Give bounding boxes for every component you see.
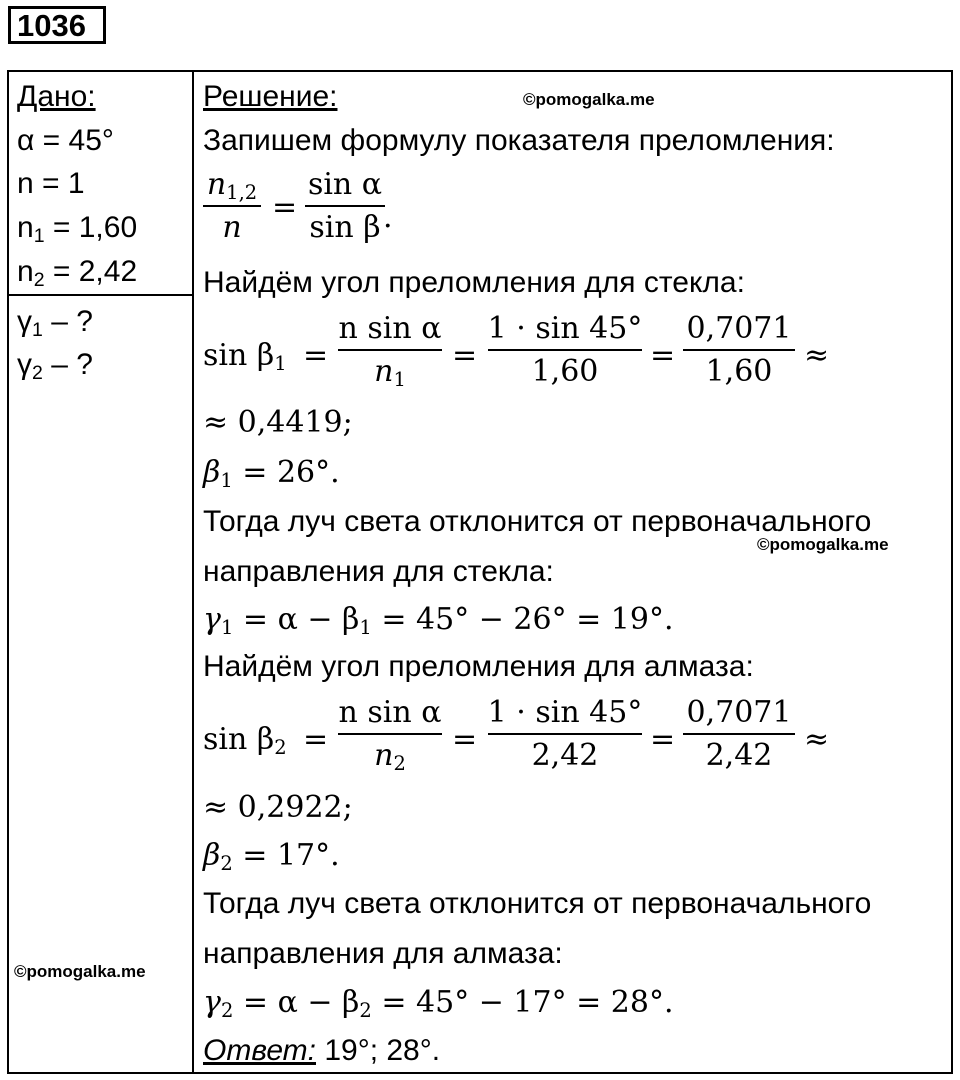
table-divider-vertical (192, 70, 194, 1074)
fraction-bar (488, 349, 642, 351)
fraction-07071: 0,7071 (686, 311, 792, 346)
solution-line-diamond: Найдём угол преломления для алмаза: (203, 650, 754, 683)
equals-sign: = (650, 722, 676, 757)
fraction-nsina-n2 (338, 696, 442, 773)
given-n1-value: = 1,60 (44, 211, 138, 244)
approx-value-diamond: ≈ 0,2922; (203, 790, 353, 825)
fraction-242: 2,42 (531, 738, 599, 773)
given-n: n = 1 (17, 167, 85, 200)
find-gamma1 (17, 305, 93, 339)
fraction-sinb: sin β (309, 210, 381, 245)
fraction-n1: $n_1$ (374, 354, 406, 391)
find-gamma2 (17, 348, 93, 382)
fraction-nsina-n1 (338, 312, 442, 389)
find-gamma1-sub: 1 (32, 318, 43, 341)
table-divider-given (7, 294, 194, 296)
find-gamma1-base: γ (17, 305, 32, 338)
fraction-07071: 0,7071 (686, 695, 792, 730)
deviation-glass-line2: направления для стекла: (203, 555, 554, 588)
beta2-result: $\beta_2 = 17^\circ$. (203, 838, 340, 875)
approx-sign: ≈ (804, 722, 830, 757)
equals-sign: = (272, 190, 298, 225)
fraction-bar (683, 349, 795, 351)
fraction-sina: sin α (307, 167, 383, 202)
given-n2-base: n (17, 255, 34, 288)
given-n1 (17, 211, 137, 245)
given-n2 (17, 255, 137, 289)
given-n1-base: n (17, 211, 34, 244)
sin-beta1: $\sin \beta_1$ (203, 338, 287, 375)
fraction-n12-num: $n_{1,2}$ (206, 167, 258, 204)
watermark-left: ©pomogalka.me (14, 962, 146, 981)
solution-header: Решение: (203, 80, 338, 113)
gamma1-result: $\gamma_1 = \alpha - \beta_1 = 45^\circ - 26^\circ = 19^\circ$. (203, 602, 674, 639)
given-n2-sub: 2 (33, 268, 45, 291)
fraction-n-den: n (222, 210, 242, 245)
fraction-bar (338, 349, 442, 351)
answer-line (203, 1034, 440, 1068)
fraction-07071-242 (683, 696, 795, 773)
fraction-sina-over-sinb (305, 168, 385, 245)
fraction-160: 1,60 (531, 354, 599, 389)
equals-sign: = (452, 722, 478, 757)
problem-number: 1036 (17, 8, 86, 43)
fraction-1sin45-160 (488, 312, 642, 389)
given-n1-sub: 1 (33, 224, 45, 247)
find-gamma2-rest: – ? (42, 348, 93, 381)
fraction-n2: $n_2$ (374, 738, 406, 775)
given-alpha: α = 45° (17, 124, 114, 157)
sin-beta2: $\sin \beta_2$ (203, 722, 287, 759)
watermark-top: ©pomogalka.me (523, 90, 655, 109)
fraction-nsina: n sin α (338, 695, 442, 730)
fraction-bar (338, 733, 442, 735)
equals-sign: = (303, 338, 329, 373)
deviation-diamond-line1: Тогда луч света отклонится от первоначального (203, 887, 872, 920)
approx-value-glass: ≈ 0,4419; (203, 405, 353, 440)
beta1-result: $\beta_1 = 26^\circ$. (203, 455, 340, 492)
answer-value: 19°; 28°. (316, 1034, 441, 1067)
solution-line-glass: Найдём угол преломления для стекла: (203, 266, 745, 299)
given-header: Дано: (17, 80, 96, 113)
fraction-07071-160 (683, 312, 795, 389)
formula-period: . (383, 200, 393, 235)
find-gamma1-rest: – ? (42, 305, 93, 338)
find-gamma2-sub: 2 (32, 361, 43, 384)
fraction-242: 2,42 (705, 738, 773, 773)
watermark-middle: ©pomogalka.me (757, 535, 889, 554)
given-n2-value: = 2,42 (44, 255, 138, 288)
equals-sign: = (650, 338, 676, 373)
fraction-n12-over-n (203, 168, 261, 245)
fraction-bar (683, 733, 795, 735)
gamma2-result: $\gamma_2 = \alpha - \beta_2 = 45^\circ - 17^\circ = 28^\circ$. (203, 985, 674, 1022)
problem-number-box (8, 6, 106, 44)
deviation-glass-line1: Тогда луч света отклонится от первоначального (203, 505, 872, 538)
find-gamma2-base: γ (17, 348, 32, 381)
fraction-bar (203, 205, 261, 207)
approx-sign: ≈ (804, 338, 830, 373)
fraction-1sin45-242 (488, 696, 642, 773)
answer-label: Ответ: (203, 1034, 316, 1067)
fraction-1sin45: 1 · sin 45° (487, 695, 643, 730)
fraction-nsina: n sin α (338, 311, 442, 346)
fraction-1sin45: 1 · sin 45° (487, 311, 643, 346)
equals-sign: = (452, 338, 478, 373)
fraction-160: 1,60 (705, 354, 773, 389)
fraction-bar (488, 733, 642, 735)
fraction-bar (305, 205, 385, 207)
deviation-diamond-line2: направления для алмаза: (203, 937, 563, 970)
solution-line-formula-intro: Запишем формулу показателя преломления: (203, 124, 835, 157)
equals-sign: = (303, 722, 329, 757)
